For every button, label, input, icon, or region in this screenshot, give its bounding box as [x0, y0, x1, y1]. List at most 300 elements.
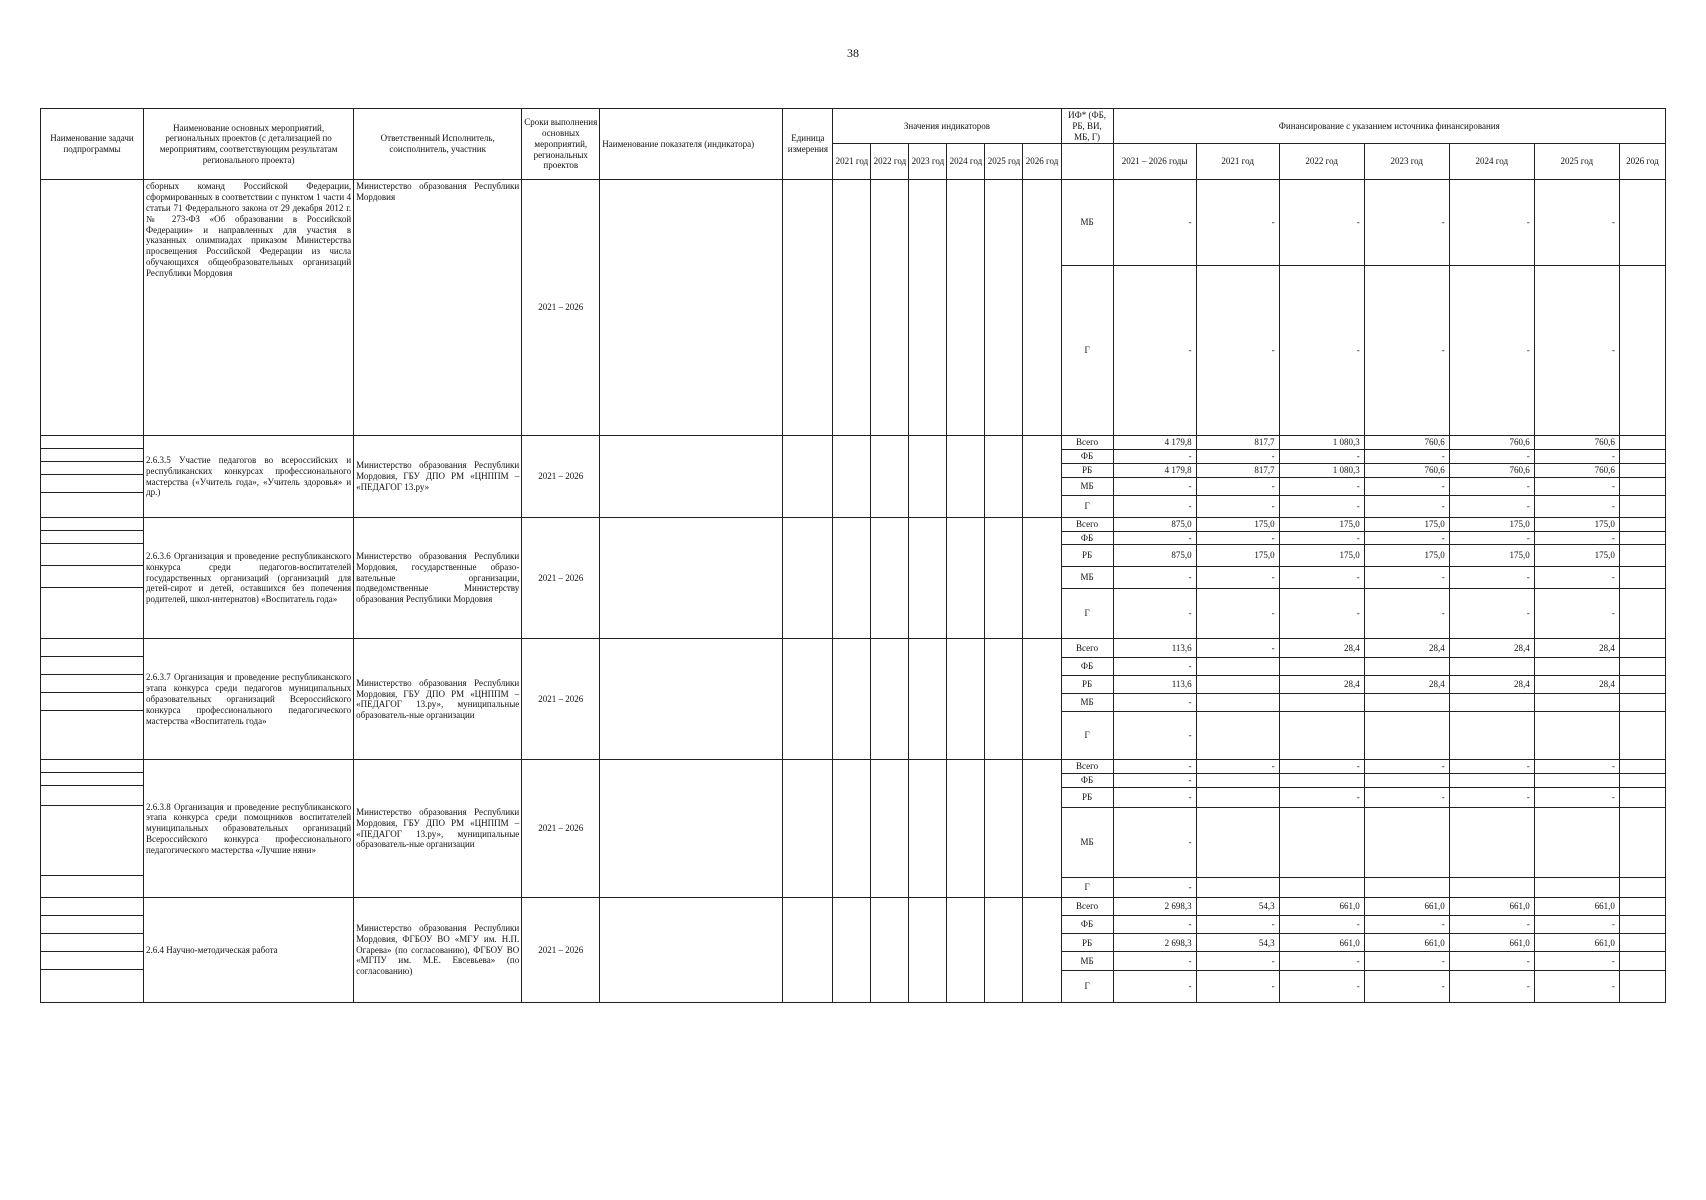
header-year-2026: 2026 год	[1023, 144, 1061, 180]
financing-value: -	[1364, 970, 1449, 1002]
financing-value: -	[1113, 916, 1196, 934]
financing-value: 661,0	[1534, 897, 1619, 915]
financing-value: -	[1113, 711, 1196, 759]
indicator-value-cell	[1023, 517, 1061, 639]
unit-cell	[783, 436, 833, 517]
task-subline	[41, 639, 143, 657]
unit-cell	[783, 760, 833, 898]
financing-value	[1449, 807, 1534, 877]
unit-cell	[783, 180, 833, 436]
financing-value: 661,0	[1279, 934, 1364, 952]
header-year-2025: 2025 год	[985, 144, 1023, 180]
financing-value	[1619, 436, 1665, 450]
indicator-value-cell	[1023, 760, 1061, 898]
indicator-value-cell	[833, 517, 871, 639]
financing-value: -	[1364, 477, 1449, 495]
financing-value: -	[1534, 495, 1619, 517]
financing-value: 760,6	[1364, 436, 1449, 450]
indicator-value-cell	[947, 897, 985, 1002]
responsible-cell: Министерство образования Республики Мордовия, ГБУ ДПО РМ «ЦНППМ – «ПЕДАГОГ 13.ру», муниципальные образователь-ные организации	[354, 760, 522, 898]
financing-value: -	[1113, 180, 1196, 266]
financing-value: -	[1449, 760, 1534, 774]
task-cell	[41, 760, 144, 898]
financing-value: -	[1279, 970, 1364, 1002]
financing-value: -	[1279, 589, 1364, 639]
source-cell: ФБ	[1061, 450, 1113, 464]
indicator-value-cell	[985, 897, 1023, 1002]
header-terms: Сроки выполнения основных мероприятий, региональных проектов	[522, 109, 600, 180]
financing-value	[1619, 657, 1665, 675]
financing-value	[1534, 711, 1619, 759]
financing-value	[1619, 760, 1665, 774]
financing-value	[1196, 711, 1279, 759]
indicator-value-cell	[1023, 897, 1061, 1002]
task-subline	[41, 493, 143, 515]
financing-value: 661,0	[1364, 934, 1449, 952]
financing-value	[1619, 477, 1665, 495]
financing-value: 760,6	[1534, 436, 1619, 450]
financing-value: 1 080,3	[1279, 463, 1364, 477]
indicator-cell	[600, 760, 783, 898]
financing-value	[1534, 657, 1619, 675]
financing-value: -	[1364, 450, 1449, 464]
financing-value	[1619, 675, 1665, 693]
financing-value: -	[1113, 774, 1196, 788]
terms-cell: 2021 – 2026	[522, 436, 600, 517]
financing-value	[1619, 934, 1665, 952]
financing-value: -	[1364, 589, 1449, 639]
financing-value: 2 698,3	[1113, 934, 1196, 952]
financing-value: 175,0	[1534, 545, 1619, 567]
program-table	[40, 108, 1666, 1003]
financing-value: -	[1534, 952, 1619, 970]
financing-value: 661,0	[1364, 897, 1449, 915]
financing-value: 28,4	[1449, 639, 1534, 657]
financing-value: -	[1534, 477, 1619, 495]
source-cell: Г	[1061, 589, 1113, 639]
measure-cell: 2.6.3.8 Организация и проведение республиканского этапа конкурса среди помощников воспитателей муниципальных образовательных организаций Всероссийского конкурса профессионального педагогического мастерства «Лучшие няни»	[144, 760, 354, 898]
header-indicator: Наименование показателя (индикатора)	[600, 109, 783, 180]
task-subline	[41, 531, 143, 544]
source-cell: РБ	[1061, 463, 1113, 477]
responsible-cell: Министерство образования Республики Мордовия	[354, 180, 522, 436]
page-number: 38	[847, 46, 859, 60]
financing-value	[1619, 567, 1665, 589]
source-cell: Всего	[1061, 639, 1113, 657]
indicator-value-cell	[985, 517, 1023, 639]
financing-value	[1534, 877, 1619, 897]
financing-value: -	[1449, 477, 1534, 495]
financing-value	[1619, 693, 1665, 711]
financing-value	[1619, 877, 1665, 897]
financing-value: -	[1113, 567, 1196, 589]
financing-value	[1364, 693, 1449, 711]
financing-value	[1619, 774, 1665, 788]
financing-value: -	[1364, 916, 1449, 934]
financing-value	[1196, 807, 1279, 877]
task-subline	[41, 970, 143, 1002]
task-subline	[41, 475, 143, 493]
header-year-2024: 2024 год	[947, 144, 985, 180]
financing-value: 1 080,3	[1279, 436, 1364, 450]
task-subline	[41, 657, 143, 675]
financing-value	[1619, 531, 1665, 545]
header-fin-2024: 2024 год	[1449, 144, 1534, 180]
financing-value: -	[1449, 531, 1534, 545]
source-cell: РБ	[1061, 934, 1113, 952]
financing-value: -	[1113, 877, 1196, 897]
indicator-value-cell	[909, 639, 947, 760]
source-cell: РБ	[1061, 675, 1113, 693]
financing-value	[1619, 450, 1665, 464]
financing-value: -	[1364, 760, 1449, 774]
financing-value: -	[1449, 916, 1534, 934]
financing-value	[1619, 952, 1665, 970]
header-measure: Наименование основных мероприятий, региональных проектов (с детализацией по мероприятиям, соответствующим результатам регионального проекта)	[144, 109, 354, 180]
financing-value: -	[1364, 180, 1449, 266]
financing-value: -	[1113, 657, 1196, 675]
header-fin-total: 2021 – 2026 годы	[1113, 144, 1196, 180]
indicator-value-cell	[871, 897, 909, 1002]
header-task: Наименование задачи подпрограммы	[41, 109, 144, 180]
source-cell: Г	[1061, 266, 1113, 436]
financing-value: -	[1534, 589, 1619, 639]
task-cell	[41, 517, 144, 639]
unit-cell	[783, 639, 833, 760]
indicator-value-cell	[833, 436, 871, 517]
financing-value	[1279, 774, 1364, 788]
financing-value: -	[1113, 477, 1196, 495]
task-subline	[41, 544, 143, 566]
header-fin-2025: 2025 год	[1534, 144, 1619, 180]
source-cell: ФБ	[1061, 774, 1113, 788]
header-financing: Финансирование с указанием источника финансирования	[1113, 109, 1665, 144]
task-subline	[41, 806, 143, 876]
source-cell: МБ	[1061, 567, 1113, 589]
financing-value: -	[1279, 787, 1364, 807]
financing-value	[1619, 463, 1665, 477]
indicator-cell	[600, 639, 783, 760]
financing-value: 661,0	[1449, 934, 1534, 952]
indicator-value-cell	[947, 517, 985, 639]
task-subline	[41, 898, 143, 916]
source-cell: МБ	[1061, 807, 1113, 877]
financing-value: -	[1449, 495, 1534, 517]
financing-value: -	[1279, 531, 1364, 545]
financing-value: -	[1534, 916, 1619, 934]
responsible-cell: Министерство образования Республики Мордовия, ГБУ ДПО РМ «ЦНППМ – «ПЕДАГОГ 13.ру»	[354, 436, 522, 517]
indicator-value-cell	[1023, 436, 1061, 517]
financing-value	[1449, 711, 1534, 759]
financing-value: 661,0	[1534, 934, 1619, 952]
financing-value	[1279, 877, 1364, 897]
indicator-cell	[600, 897, 783, 1002]
source-cell: МБ	[1061, 180, 1113, 266]
indicator-value-cell	[871, 180, 909, 436]
header-unit: Единица измерения	[783, 109, 833, 180]
header-year-2023: 2023 год	[909, 144, 947, 180]
header-fin-2021: 2021 год	[1196, 144, 1279, 180]
financing-value	[1364, 807, 1449, 877]
task-subline	[41, 675, 143, 693]
indicator-value-cell	[833, 639, 871, 760]
financing-value	[1619, 916, 1665, 934]
unit-cell	[783, 897, 833, 1002]
indicator-value-cell	[985, 760, 1023, 898]
measure-cell: сборных команд Российской Федерации, сформированных в соответствии с пунктом 1 части 4 статьи 71 Федерального закона от 29 декабря 2012 г. № 273-ФЗ «Об образовании в Российской Федерации» и направленных для участия в указанных олимпиадах приказом Министерства просвещения Российской Федерации из числа обучающихся общеобразовательных организаций Республики Мордовия	[144, 180, 354, 436]
source-cell: ФБ	[1061, 916, 1113, 934]
financing-value	[1619, 180, 1665, 266]
indicator-cell	[600, 517, 783, 639]
task-subline	[41, 760, 143, 773]
terms-cell: 2021 – 2026	[522, 180, 600, 436]
financing-value	[1619, 545, 1665, 567]
table-row	[41, 180, 1666, 266]
task-cell	[41, 436, 144, 517]
indicator-value-cell	[947, 639, 985, 760]
financing-value	[1619, 266, 1665, 436]
indicator-value-cell	[833, 180, 871, 436]
source-cell: Всего	[1061, 436, 1113, 450]
financing-value: -	[1196, 970, 1279, 1002]
financing-value: 175,0	[1279, 545, 1364, 567]
indicator-value-cell	[1023, 180, 1061, 436]
financing-value	[1279, 657, 1364, 675]
financing-value: 875,0	[1113, 517, 1196, 531]
financing-value: 54,3	[1196, 934, 1279, 952]
financing-value: -	[1196, 495, 1279, 517]
indicator-value-cell	[871, 517, 909, 639]
financing-value: 760,6	[1449, 463, 1534, 477]
financing-value: -	[1534, 180, 1619, 266]
financing-value: -	[1196, 450, 1279, 464]
financing-value: -	[1279, 567, 1364, 589]
source-cell: Всего	[1061, 760, 1113, 774]
indicator-value-cell	[871, 436, 909, 517]
financing-value: 54,3	[1196, 897, 1279, 915]
indicator-value-cell	[947, 436, 985, 517]
financing-value: 817,7	[1196, 436, 1279, 450]
financing-value	[1449, 657, 1534, 675]
financing-value: 28,4	[1279, 639, 1364, 657]
table-row	[41, 517, 1666, 531]
indicator-value-cell	[985, 180, 1023, 436]
financing-value: -	[1113, 952, 1196, 970]
financing-value: -	[1279, 180, 1364, 266]
task-cell	[41, 180, 144, 436]
financing-value	[1279, 807, 1364, 877]
financing-value	[1364, 657, 1449, 675]
task-subline	[41, 952, 143, 970]
financing-value: -	[1196, 266, 1279, 436]
financing-value: 175,0	[1196, 545, 1279, 567]
indicator-value-cell	[1023, 639, 1061, 760]
financing-value: -	[1196, 477, 1279, 495]
indicator-value-cell	[871, 760, 909, 898]
financing-value: -	[1279, 477, 1364, 495]
financing-value: -	[1449, 450, 1534, 464]
source-cell: Г	[1061, 711, 1113, 759]
financing-value	[1619, 787, 1665, 807]
financing-value: -	[1449, 266, 1534, 436]
task-subline	[41, 462, 143, 475]
source-cell: Г	[1061, 877, 1113, 897]
financing-value	[1196, 787, 1279, 807]
financing-value: -	[1196, 639, 1279, 657]
financing-value: -	[1364, 787, 1449, 807]
task-subline	[41, 588, 143, 638]
header-fin-2023: 2023 год	[1364, 144, 1449, 180]
financing-value: -	[1364, 266, 1449, 436]
financing-value	[1619, 970, 1665, 1002]
financing-value	[1619, 807, 1665, 877]
financing-value: -	[1196, 952, 1279, 970]
financing-value: 113,6	[1113, 639, 1196, 657]
financing-value: 661,0	[1449, 897, 1534, 915]
financing-value: -	[1534, 266, 1619, 436]
terms-cell: 2021 – 2026	[522, 639, 600, 760]
financing-value	[1449, 877, 1534, 897]
financing-value: -	[1196, 180, 1279, 266]
task-subline	[41, 693, 143, 711]
indicator-value-cell	[947, 180, 985, 436]
task-subline	[41, 566, 143, 588]
financing-value	[1196, 693, 1279, 711]
financing-value	[1534, 693, 1619, 711]
financing-value: -	[1113, 495, 1196, 517]
financing-value: 175,0	[1449, 517, 1534, 531]
financing-value	[1196, 657, 1279, 675]
financing-value	[1619, 711, 1665, 759]
financing-value	[1196, 774, 1279, 788]
financing-value: -	[1196, 760, 1279, 774]
indicator-value-cell	[909, 436, 947, 517]
financing-value	[1619, 897, 1665, 915]
header-responsible: Ответственный Исполнитель, соисполнитель, участник	[354, 109, 522, 180]
measure-cell: 2.6.3.6 Организация и проведение республиканского конкурса среди педагогов-воспитателей государственных организаций (организаций для детей-сирот и детей, оставшихся без попечения родителей, школ-интернатов) «Воспитатель года»	[144, 517, 354, 639]
financing-value	[1449, 693, 1534, 711]
financing-value	[1364, 877, 1449, 897]
source-cell: ФБ	[1061, 531, 1113, 545]
task-cell	[41, 639, 144, 760]
financing-value: -	[1279, 450, 1364, 464]
financing-value: 28,4	[1364, 675, 1449, 693]
financing-value: -	[1113, 589, 1196, 639]
financing-value: -	[1113, 266, 1196, 436]
table-body	[41, 180, 1666, 1003]
financing-value	[1619, 517, 1665, 531]
financing-value: 875,0	[1113, 545, 1196, 567]
measure-cell: 2.6.4 Научно-методическая работа	[144, 897, 354, 1002]
source-cell: Всего	[1061, 897, 1113, 915]
financing-value: 661,0	[1279, 897, 1364, 915]
financing-value: 760,6	[1449, 436, 1534, 450]
indicator-value-cell	[985, 436, 1023, 517]
task-subline	[41, 518, 143, 531]
financing-value: -	[1113, 531, 1196, 545]
financing-value: 175,0	[1364, 517, 1449, 531]
financing-value: -	[1449, 787, 1534, 807]
header-year-2021: 2021 год	[833, 144, 871, 180]
table-row	[41, 436, 1666, 450]
financing-value: -	[1534, 787, 1619, 807]
financing-value: -	[1196, 531, 1279, 545]
financing-value	[1364, 774, 1449, 788]
task-subline	[41, 773, 143, 786]
responsible-cell: Министерство образования Республики Мордовия, ГБУ ДПО РМ «ЦНППМ – «ПЕДАГОГ 13.ру», муниципальные образователь-ные организации	[354, 639, 522, 760]
financing-value	[1534, 807, 1619, 877]
terms-cell: 2021 – 2026	[522, 517, 600, 639]
task-cell	[41, 897, 144, 1002]
financing-value: -	[1113, 693, 1196, 711]
task-subline	[41, 934, 143, 952]
financing-value	[1534, 774, 1619, 788]
financing-value: -	[1534, 760, 1619, 774]
financing-value: 817,7	[1196, 463, 1279, 477]
task-subline	[41, 916, 143, 934]
source-cell: Г	[1061, 495, 1113, 517]
financing-value: -	[1364, 952, 1449, 970]
financing-value: 28,4	[1534, 675, 1619, 693]
financing-value	[1364, 711, 1449, 759]
header-fin-2022: 2022 год	[1279, 144, 1364, 180]
indicator-value-cell	[833, 897, 871, 1002]
financing-value	[1619, 589, 1665, 639]
responsible-cell: Министерство образования Республики Мордовия, государственные образо-вательные организации, подведомственные Министерству образования Республики Мордовия	[354, 517, 522, 639]
unit-cell	[783, 517, 833, 639]
indicator-value-cell	[871, 639, 909, 760]
financing-value	[1279, 711, 1364, 759]
financing-value: -	[1534, 531, 1619, 545]
financing-value: -	[1196, 567, 1279, 589]
financing-value: -	[1279, 916, 1364, 934]
financing-value: -	[1364, 567, 1449, 589]
indicator-cell	[600, 436, 783, 517]
indicator-cell	[600, 180, 783, 436]
financing-value: 4 179,8	[1113, 436, 1196, 450]
financing-value: -	[1113, 450, 1196, 464]
financing-value	[1196, 877, 1279, 897]
source-cell: МБ	[1061, 693, 1113, 711]
indicator-value-cell	[985, 639, 1023, 760]
financing-value: -	[1449, 952, 1534, 970]
financing-value: 760,6	[1364, 463, 1449, 477]
financing-value: 28,4	[1449, 675, 1534, 693]
financing-value: -	[1196, 916, 1279, 934]
header-fin-2026: 2026 год	[1619, 144, 1665, 180]
financing-value: 175,0	[1364, 545, 1449, 567]
financing-value: -	[1449, 970, 1534, 1002]
source-cell: МБ	[1061, 477, 1113, 495]
financing-value: -	[1534, 567, 1619, 589]
indicator-value-cell	[833, 760, 871, 898]
indicator-value-cell	[909, 180, 947, 436]
financing-value	[1449, 774, 1534, 788]
financing-value: -	[1113, 807, 1196, 877]
financing-value: -	[1279, 952, 1364, 970]
financing-value: -	[1364, 531, 1449, 545]
task-subline	[41, 436, 143, 449]
financing-value: 28,4	[1534, 639, 1619, 657]
task-subline	[41, 449, 143, 462]
measure-cell: 2.6.3.7 Организация и проведение республиканского этапа конкурса среди педагогов муниципальных образовательных организаций Всероссийского конкурса профессионального педагогического мастерства «Воспитатель года»	[144, 639, 354, 760]
header-source: ИФ* (ФБ, РБ, ВИ, МБ, Г)	[1061, 109, 1113, 144]
financing-value: -	[1113, 970, 1196, 1002]
source-cell: МБ	[1061, 952, 1113, 970]
table-row	[41, 639, 1666, 657]
financing-value: -	[1279, 760, 1364, 774]
financing-value: 760,6	[1534, 463, 1619, 477]
